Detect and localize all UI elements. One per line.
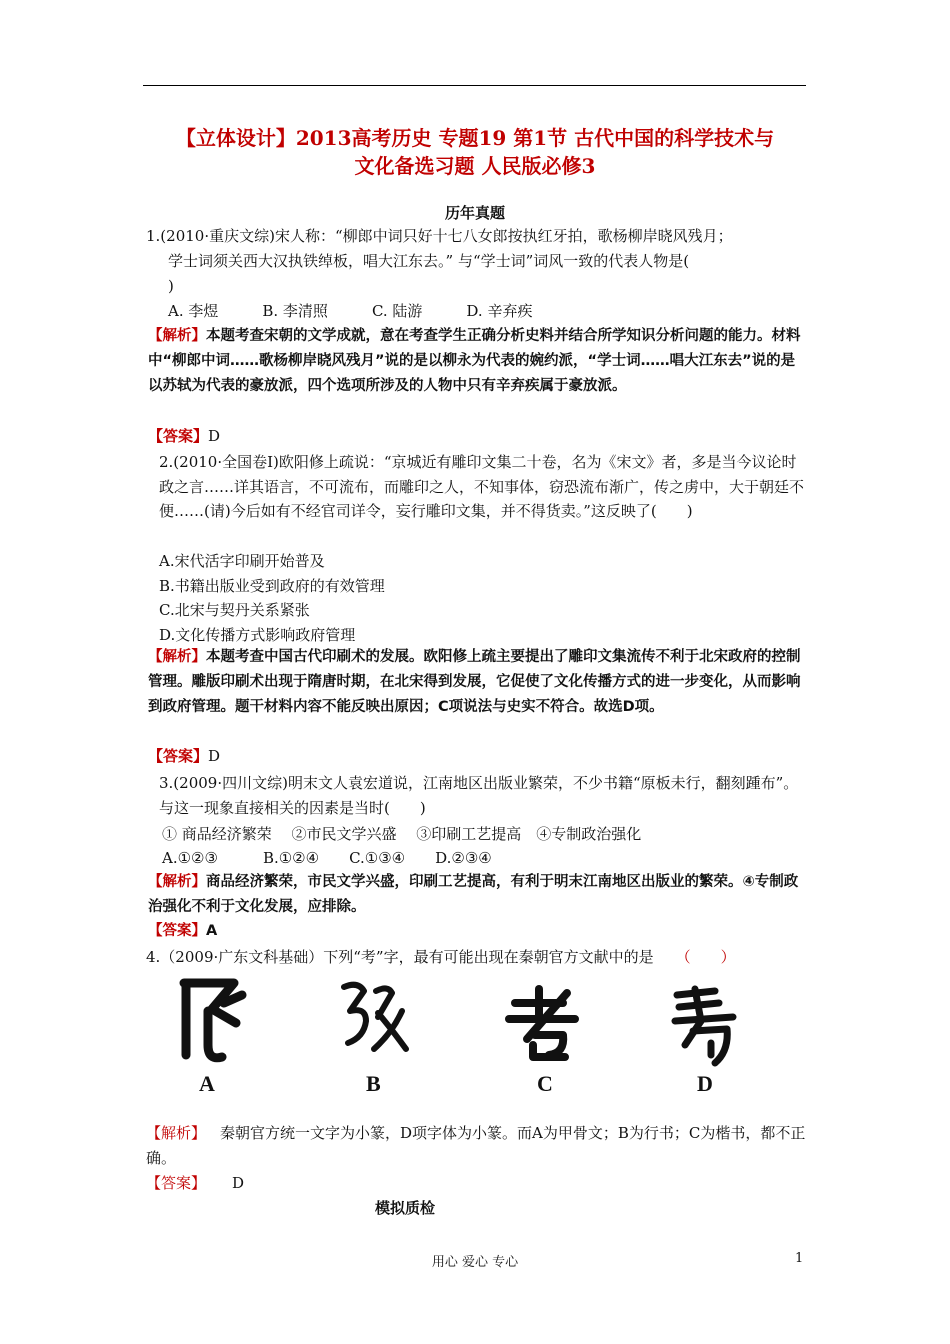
analysis-tag: 【解析】: [148, 328, 206, 344]
q1-stem-line-2: 学士词须关西大汉执铁绰板，唱大江东去。” 与“学士词”词风一致的代表人物是(: [168, 252, 690, 270]
q1-answer: 【答案】D: [148, 427, 221, 445]
q2-option-b: B.书籍出版业受到政府的有效管理: [159, 577, 385, 595]
document-title: [140, 124, 810, 180]
q3-items: ① 商品经济繁荣 ②市民文学兴盛 ③印刷工艺提高 ④专制政治强化: [162, 825, 642, 843]
page-number: 1: [795, 1251, 804, 1266]
q1-option-d: D. 辛弃疾: [466, 302, 533, 320]
q1-stem-line-3: ): [168, 277, 174, 295]
running-script-kao-image-b: [336, 977, 412, 1059]
title-line-2: 文化备选习题 人民版必修3: [354, 154, 596, 178]
q2-option-c: C.北宋与契丹关系紧张: [159, 601, 310, 619]
q3-options: A.①②③ B.①②④ C.①③④ D.②③④: [162, 849, 492, 867]
q4-stem: 4.（2009·广东文科基础）下列“考”字，最有可能出现在秦朝官方文献中的是 （ ）: [146, 948, 736, 966]
q4-answer: 【答案】 D: [146, 1174, 245, 1192]
q4-analysis: 【解析】 秦朝官方统一文字为小篆，D项字体为小篆。而A为甲骨文；B为行书；C为楷书，都不正确。: [146, 1124, 806, 1167]
q1-option-c: C. 陆游: [371, 302, 423, 320]
q3-stem: 3.(2009·四川文综)明末文人袁宏道说，江南地区出版业繁荣，不少书籍“原板未行，翻刻踵布”。与这一现象直接相关的因素是当时( ): [159, 774, 799, 817]
q2-option-d: D.文化传播方式影响政府管理: [159, 626, 356, 644]
q3-analysis: 【解析】商品经济繁荣，市民文学兴盛，印刷工艺提高，有利于明末江南地区出版业的繁荣。④专制政治强化不利于文化发展，应排除。: [148, 874, 799, 915]
q1-options: [168, 299, 532, 323]
q2-analysis: 【解析】本题考查中国古代印刷术的发展。欧阳修上疏主要提出了雕印文集流传不利于北宋政府的控制管理。雕版印刷术出现于隋唐时期，在北宋得到发展，它促使了文化传播方式的进一步变化，从而影响到政府管理。题干材料内容不能反映出原因；C项说法与史实不符合。故选D项。: [148, 649, 801, 715]
section-heading-mock: 模拟质检: [374, 1199, 435, 1217]
q1-option-b: B. 李清照: [262, 302, 328, 320]
option-label-c: C: [537, 1071, 553, 1096]
q2-answer: 【答案】D: [148, 747, 221, 765]
title-line-1: 【立体设计】2013高考历史 专题19 第1节 古代中国的科学技术与: [175, 126, 775, 150]
q2-stem: 2.(2010·全国卷Ⅰ)欧阳修上疏说：“京城近有雕印文集二十卷，名为《宋文》者，多是当今议论时政之言……详其语言，不可流布，而雕印之人，不知事体，窃恐流布渐广，传之虏中，大于朝廷不便……(请)今后如有不经官司详令，妄行雕印文集，并不得货卖。”这反映了( ): [159, 453, 805, 520]
page-footer: 用心 爱心 专心: [431, 1255, 519, 1270]
small-seal-kao-image-d: [671, 985, 737, 1067]
q1-stem-line-1: 1.(2010·重庆文综)宋人称：“柳郎中词只好十七八女郎按执红牙拍，歌杨柳岸晓风残月；: [146, 227, 733, 245]
q1-analysis: 【解析】本题考查宋朝的文学成就，意在考查学生正确分析史料并结合所学知识分析问题的能力。材料中“柳郎中词……歌杨柳岸晓风残月”说的是以柳永为代表的婉约派，“学士词……唱大江东去”说的是以苏轼为代表的豪放派，四个选项所涉及的人物中只有辛弃疾属于豪放派。: [148, 328, 801, 394]
q4-blank: （ ）: [675, 948, 736, 966]
regular-script-kao-image-c: [505, 983, 579, 1067]
q3-answer: 【答案】A: [148, 923, 218, 939]
answer-tag: 【答案】: [148, 427, 209, 445]
q1-option-a: A. 李煜: [168, 302, 219, 320]
option-label-b: B: [366, 1071, 381, 1096]
q2-option-a: A.宋代活字印刷开始普及: [159, 552, 325, 570]
option-label-a: A: [199, 1071, 215, 1096]
section-heading-past-exams: 历年真题: [444, 204, 505, 222]
seal-oracle-bone-kao-image-a: [172, 975, 250, 1067]
header-rule: [143, 85, 806, 86]
option-label-d: D: [697, 1071, 713, 1096]
